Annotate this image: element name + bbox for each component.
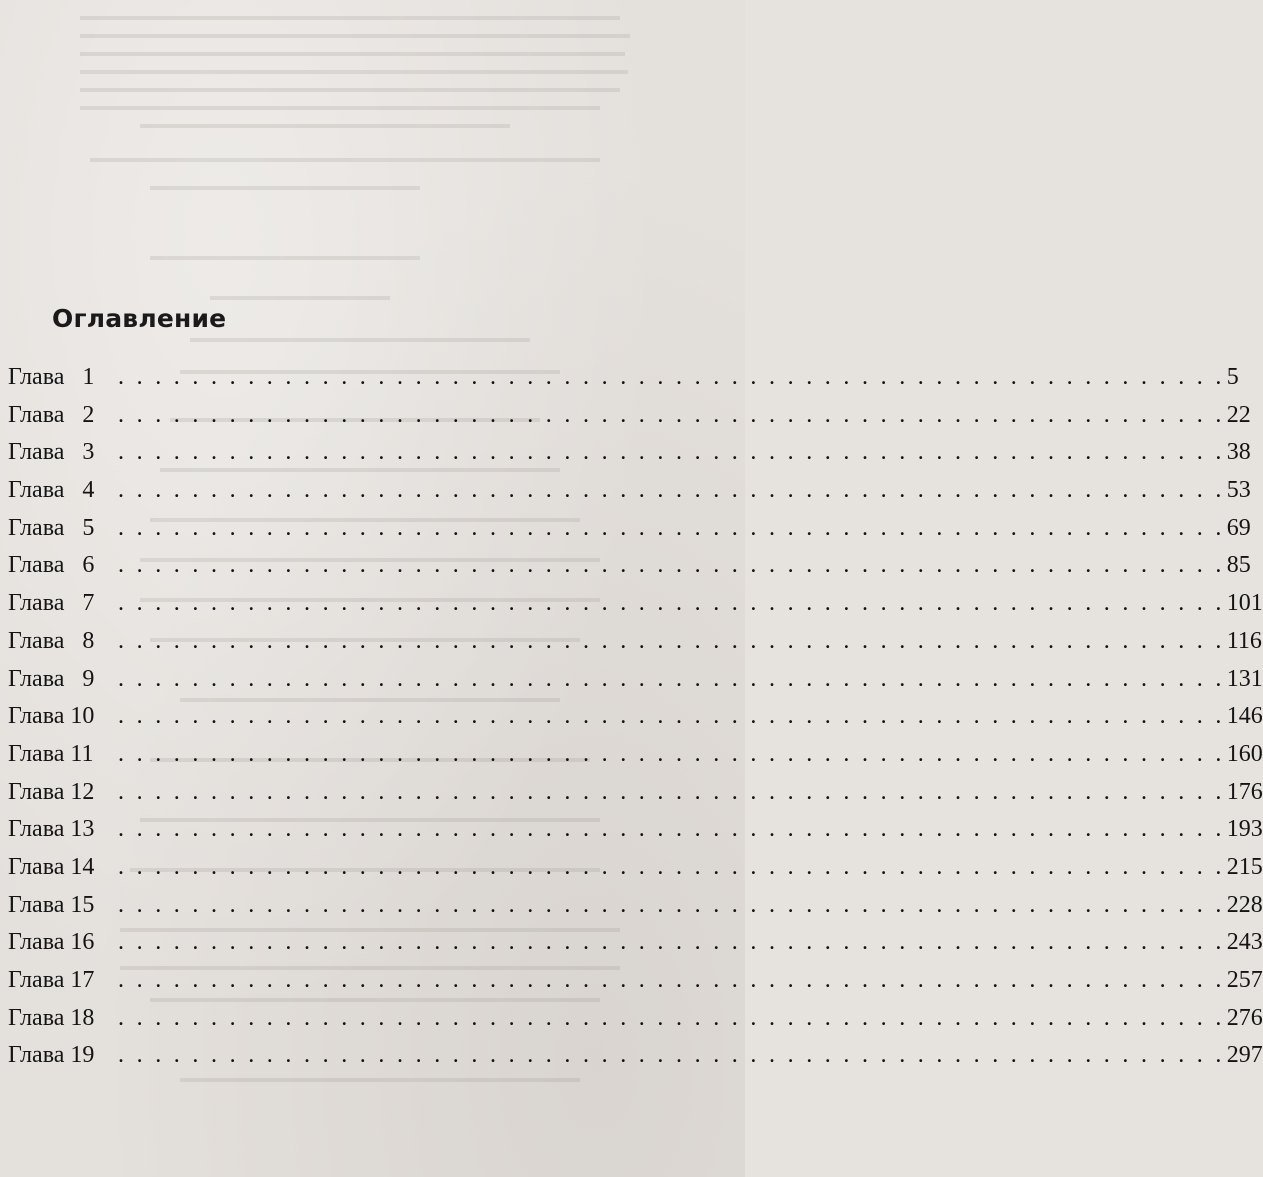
- page-number: 215: [1226, 853, 1263, 880]
- toc-entry: [8, 703, 1263, 741]
- toc-entry: [8, 439, 1251, 477]
- chapter-label: Глава 17: [8, 967, 95, 993]
- dot-leader: . . . . . . . . . . . . . . . . . . . . . . . . . . . . . . . . . . . . . . . . . . . . . . . . . . . . . . . . . . . .: [118, 853, 1225, 880]
- page-number: 101: [1226, 590, 1263, 617]
- chapter-label: Глава 3: [8, 439, 95, 466]
- dot-leader: . . . . . . . . . . . . . . . . . . . . . . . . . . . . . . . . . . . . . . . . . . . . . . . . . . . . . . . . . . . .: [118, 778, 1225, 805]
- dot-leader: . . . . . . . . . . . . . . . . . . . . . . . . . . . . . . . . . . . . . . . . . . . . . . . . . . . . . . . . . . . .: [118, 590, 1225, 617]
- chapter-label: Глава 11: [8, 740, 94, 767]
- chapter-label: Глава 13: [8, 816, 95, 843]
- dot-leader: . . . . . . . . . . . . . . . . . . . . . . . . . . . . . . . . . . . . . . . . . . . . . . . . . . . . . . . . . . . .: [118, 627, 1225, 654]
- toc-entry: [8, 740, 1263, 779]
- page-number: 146: [1226, 703, 1263, 730]
- page-number: 85: [1226, 552, 1251, 579]
- dot-leader: . . . . . . . . . . . . . . . . . . . . . . . . . . . . . . . . . . . . . . . . . . . . . . . . . . . . . . . . . . . .: [118, 891, 1225, 918]
- toc-title: Оглавление: [52, 304, 227, 333]
- page-number: 228: [1226, 891, 1263, 918]
- chapter-label: Глава 18: [8, 1004, 95, 1031]
- chapter-label: Глава 19: [8, 1042, 95, 1069]
- page-number: 53: [1226, 477, 1251, 504]
- chapter-label: Глава 5: [8, 514, 95, 541]
- toc-entry: [8, 665, 1263, 704]
- dot-leader: . . . . . . . . . . . . . . . . . . . . . . . . . . . . . . . . . . . . . . . . . . . . . . . . . . . . . . . . . . . .: [118, 1004, 1225, 1031]
- toc-entry: [8, 929, 1263, 967]
- page-number: 131: [1226, 665, 1263, 692]
- dot-leader: . . . . . . . . . . . . . . . . . . . . . . . . . . . . . . . . . . . . . . . . . . . . . . . . . . . . . . . . . . . .: [118, 740, 1225, 767]
- dot-leader: . . . . . . . . . . . . . . . . . . . . . . . . . . . . . . . . . . . . . . . . . . . . . . . . . . . . . . . . . . . .: [118, 401, 1225, 428]
- chapter-label: Глава 8: [8, 627, 95, 654]
- toc-list: [8, 364, 1263, 1080]
- toc-entry: [8, 590, 1263, 628]
- page-number: 193: [1226, 816, 1263, 843]
- toc-entry: [8, 514, 1251, 553]
- dot-leader: . . . . . . . . . . . . . . . . . . . . . . . . . . . . . . . . . . . . . . . . . . . . . . . . . . . . . . . . . . . .: [118, 816, 1225, 843]
- dot-leader: . . . . . . . . . . . . . . . . . . . . . . . . . . . . . . . . . . . . . . . . . . . . . . . . . . . . . . . . . . . .: [118, 665, 1225, 692]
- toc-entry: [8, 891, 1263, 930]
- chapter-label: Глава 4: [8, 477, 95, 504]
- chapter-label: Глава 15: [8, 891, 95, 918]
- toc-entry: [8, 1004, 1263, 1043]
- toc-entry: [8, 627, 1262, 666]
- toc-entry: [8, 816, 1263, 854]
- page-number: 160: [1226, 740, 1263, 767]
- page-number: 257: [1226, 967, 1263, 993]
- page-number: 176: [1226, 778, 1263, 805]
- chapter-label: Глава 1: [8, 364, 95, 390]
- dot-leader: . . . . . . . . . . . . . . . . . . . . . . . . . . . . . . . . . . . . . . . . . . . . . . . . . . . . . . . . . . . .: [118, 1042, 1225, 1069]
- toc-entry: [8, 967, 1263, 1005]
- toc-entry: [8, 1042, 1263, 1080]
- toc-entry: [8, 477, 1251, 515]
- toc-entry: [8, 853, 1263, 892]
- chapter-label: Глава 14: [8, 853, 95, 880]
- dot-leader: . . . . . . . . . . . . . . . . . . . . . . . . . . . . . . . . . . . . . . . . . . . . . . . . . . . . . . . . . . . .: [118, 967, 1225, 993]
- chapter-label: Глава 2: [8, 401, 95, 428]
- dot-leader: . . . . . . . . . . . . . . . . . . . . . . . . . . . . . . . . . . . . . . . . . . . . . . . . . . . . . . . . . . . .: [118, 929, 1225, 956]
- page-number: 69: [1226, 514, 1251, 541]
- toc-entry: [8, 401, 1251, 440]
- page-number: 297: [1226, 1042, 1263, 1069]
- dot-leader: . . . . . . . . . . . . . . . . . . . . . . . . . . . . . . . . . . . . . . . . . . . . . . . . . . . . . . . . . . . .: [118, 364, 1225, 390]
- dot-leader: . . . . . . . . . . . . . . . . . . . . . . . . . . . . . . . . . . . . . . . . . . . . . . . . . . . . . . . . . . . .: [118, 552, 1225, 579]
- dot-leader: . . . . . . . . . . . . . . . . . . . . . . . . . . . . . . . . . . . . . . . . . . . . . . . . . . . . . . . . . . . .: [118, 477, 1225, 504]
- dot-leader: . . . . . . . . . . . . . . . . . . . . . . . . . . . . . . . . . . . . . . . . . . . . . . . . . . . . . . . . . . . .: [118, 514, 1225, 541]
- chapter-label: Глава 12: [8, 778, 95, 805]
- toc-entry: [8, 364, 1239, 402]
- toc-entry: [8, 552, 1251, 590]
- page-number: 116: [1226, 627, 1262, 654]
- chapter-label: Глава 7: [8, 590, 95, 617]
- page-number: 38: [1226, 439, 1251, 466]
- dot-leader: . . . . . . . . . . . . . . . . . . . . . . . . . . . . . . . . . . . . . . . . . . . . . . . . . . . . . . . . . . . .: [118, 439, 1225, 466]
- page-number: 276: [1226, 1004, 1263, 1031]
- chapter-label: Глава 16: [8, 929, 95, 956]
- chapter-label: Глава 10: [8, 703, 95, 730]
- page-number: 5: [1226, 364, 1239, 390]
- page-number: 22: [1226, 401, 1251, 428]
- chapter-label: Глава 9: [8, 665, 95, 692]
- toc-entry: [8, 778, 1263, 817]
- dot-leader: . . . . . . . . . . . . . . . . . . . . . . . . . . . . . . . . . . . . . . . . . . . . . . . . . . . . . . . . . . . .: [118, 703, 1225, 730]
- page-number: 243: [1226, 929, 1263, 956]
- chapter-label: Глава 6: [8, 552, 95, 579]
